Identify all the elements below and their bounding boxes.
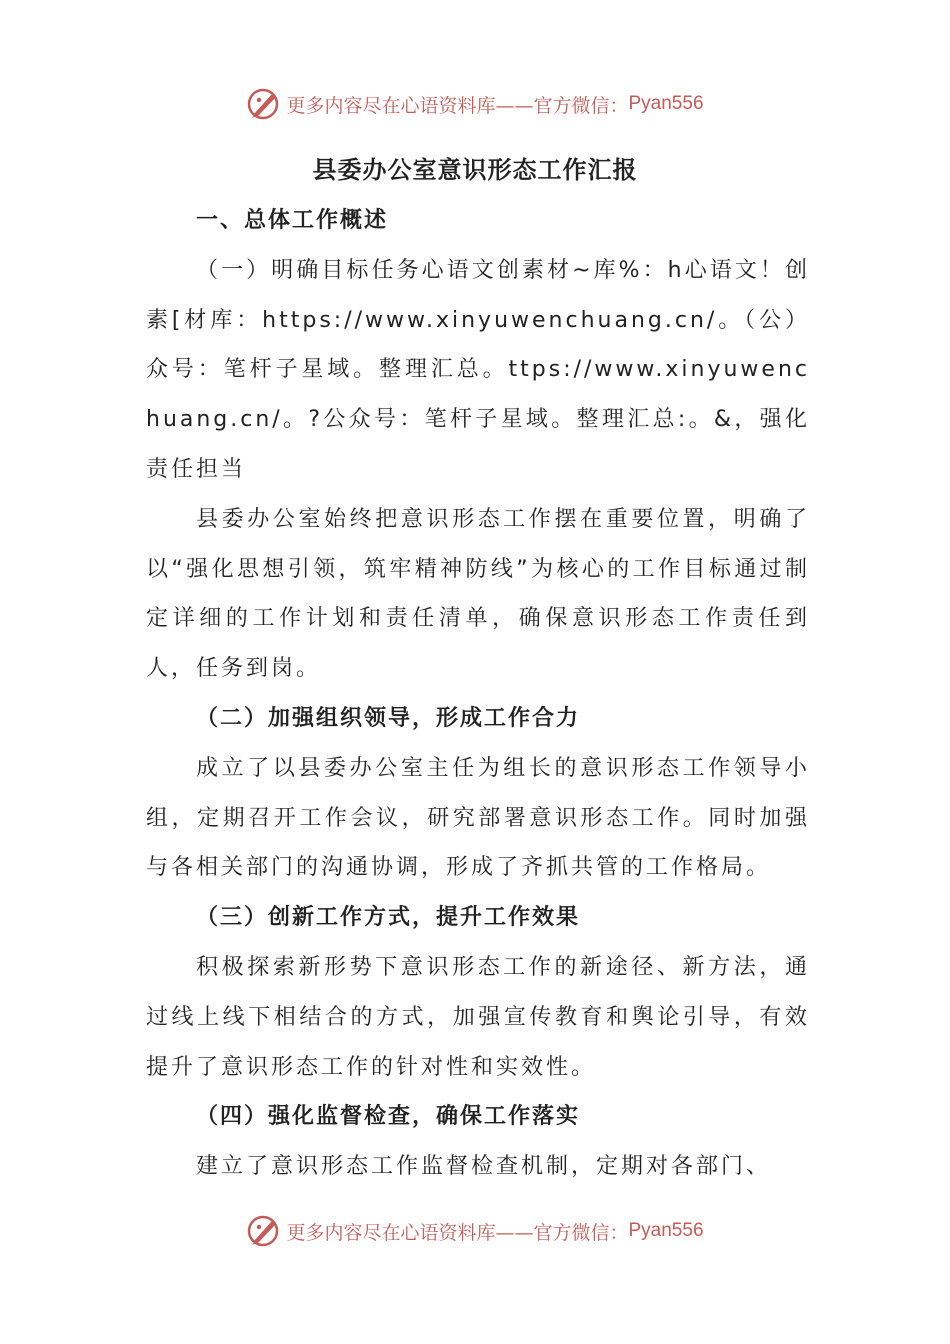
document-title: 县委办公室意识形态工作汇报 [312,155,638,184]
paragraph-3: 积极探索新形势下意识形态工作的新途径、新方法，通过线上线下相结合的方式，加强宣传教育和舆论引导，有效提升了意识形态工作的针对性和实效性。 [146,954,810,1080]
banner-wechat-id: Pyan556 [628,93,704,114]
header-banner [0,84,950,124]
pen-logo-icon [246,86,282,122]
banner-text: 更多内容尽在心语资料库——官方微信： [286,94,629,117]
paragraph-2: 成立了以县委办公室主任为组长的意识形态工作领导小组，定期召开工作会议，研究部署意识形态工作。同时加强与各相关部门的沟通协调，形成了齐抓共管的工作格局。 [146,755,810,881]
paragraph-1: 县委办公室始终把意识形态工作摆在重要位置，明确了以“强化思想引领，筑牢精神防线”为核心的工作目标通过制定详细的工作计划和责任清单，确保意识形态工作责任到人，任务到岗。 [146,506,810,682]
footer-banner [0,1211,950,1251]
pen-logo-icon [246,1213,282,1249]
paragraph-4: 建立了意识形态工作监督检查机制，定期对各部门、 [196,1154,772,1180]
document-body [146,196,810,1192]
section-heading-1: 一、总体工作概述 [196,207,389,233]
section-heading-4: （四）强化监督检查，确保工作落实 [196,1103,581,1130]
banner-wechat-id: Pyan556 [628,1220,704,1241]
banner-text: 更多内容尽在心语资料库——官方微信： [286,1221,629,1244]
paragraph-target: （一）明确目标任务心语文创素材~库%：h心语文！创素[材库：https://www.xinyuwenchuang.cn/。（公）众号：笔杆子星域。整理汇总。ttps://www.xinyuwenchuang.cn/。?公众号：笔杆子星域。整理汇总:。&，强化责任担当 [146,257,810,482]
section-heading-3: （三）创新工作方式，提升工作效果 [196,904,581,931]
section-heading-2: （二）加强组织领导，形成工作合力 [196,704,581,731]
